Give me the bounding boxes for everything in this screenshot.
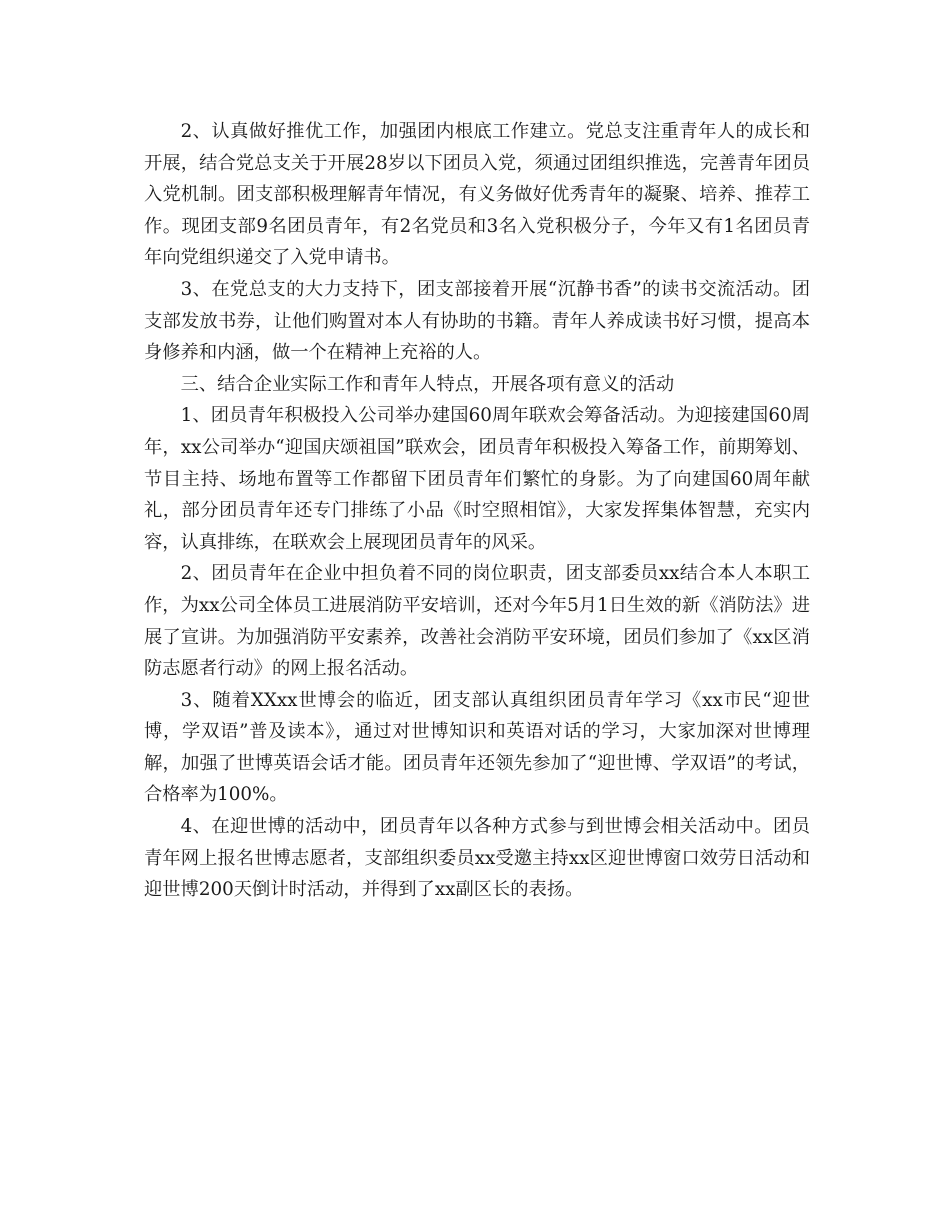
paragraph-recommend-excellence: 2、认真做好推优工作，加强团内根底工作建立。党总支注重青年人的成长和开展，结合党总支关于开展28岁以下团员入党，须通过团组织推选，完善青年团员入党机制。团支部积极理解青年情况，有义务做好优秀青年的凝聚、培养、推荐工作。现团支部9名团员青年，有2名党员和3名入党积极分子，今年又有1名团员青年向党组织递交了入党申请书。 bbox=[144, 121, 810, 269]
document-body bbox=[144, 116, 810, 906]
paragraph-expo-study: 3、随着XXxx世博会的临近，团支部认真组织团员青年学习《xx市民“迎世博，学双语”普及读本》，通过对世博知识和英语对话的学习，大家加深对世博理解，加强了世博英语会话才能。团员青年还领先参加了“迎世博、学双语”的考试，合格率为100%。 bbox=[144, 689, 810, 806]
paragraph-fire-safety: 2、团员青年在企业中担负着不同的岗位职责，团支部委员xx结合本人本职工作，为xx公司全体员工进展消防平安培训，还对今年5月1日生效的新《消防法》进展了宣讲。为加强消防平安素养，改善社会消防平安环境，团员们参加了《xx区消防志愿者行动》的网上报名活动。 bbox=[144, 563, 810, 680]
paragraph-reading-activity: 3、在党总支的大力支持下，团支部接着开展“沉静书香”的读书交流活动。团支部发放书券，让他们购置对本人有协助的书籍。青年人养成读书好习惯，提高本身修养和内涵，做一个在精神上充裕的人。 bbox=[144, 278, 810, 364]
paragraph-expo-volunteers: 4、在迎世博的活动中，团员青年以各种方式参与到世博会相关活动中。团员青年网上报名世博志愿者，支部组织委员xx受邀主持xx区迎世博窗口效劳日活动和迎世博200天倒计时活动，并得到了xx副区长的表扬。 bbox=[144, 816, 810, 901]
paragraph-anniversary-gala: 1、团员青年积极投入公司举办建国60周年联欢会筹备活动。为迎接建国60周年，xx公司举办“迎国庆颂祖国”联欢会，团员青年积极投入筹备工作，前期筹划、节目主持、场地布置等工作都留下团员青年们繁忙的身影。为了向建国60周年献礼，部分团员青年还专门排练了小品《时空照相馆》，大家发挥集体智慧，充实内容，认真排练，在联欢会上展现团员青年的风采。 bbox=[144, 405, 810, 553]
section-heading-activities: 三、结合企业实际工作和青年人特点，开展各项有意义的活动 bbox=[180, 373, 675, 395]
